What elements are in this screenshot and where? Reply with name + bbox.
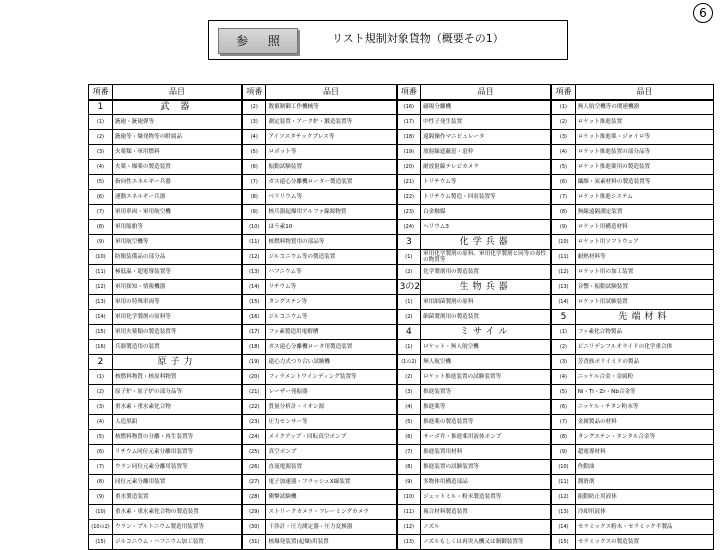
item-number: (9) [551,220,575,235]
item-name: ニッケル・チタン粉末等 [575,400,713,415]
item-name: 推進装置等 [421,385,552,400]
item-name: サーボ弁・推進薬用液体ポンプ [421,430,552,445]
item-name: タングステン等 [266,295,397,310]
item-name: ニッケル合金・金属粉 [575,370,713,385]
item-name: 推進薬の製造装置等 [421,415,552,430]
column-header-item: 品目 [112,85,242,100]
item-name: 測定装置・アーク炉・鍛造装置等 [266,115,397,130]
table-row [89,355,714,370]
item-number: (2) [551,115,575,130]
section-title: 生物兵器 [421,280,552,295]
section-number: 3 [397,235,421,250]
item-number: (23) [242,415,266,430]
item-number: (7) [397,445,421,460]
item-number: (11) [397,505,421,520]
item-number: (12) [551,490,575,505]
item-name: トリチウム等 [421,175,552,190]
item-number: (11) [242,235,266,250]
item-name: レーザー発振器 [266,385,397,400]
item-name: 繊維・炭素材料の製造装置等 [575,175,713,190]
item-name: 振動防止用液体 [575,490,713,505]
item-name: ガス遠心分離機ローター製造装置 [266,175,397,190]
item-number: (9) [89,235,113,250]
table-row [89,535,714,550]
item-name: 振動試験装置 [266,160,397,175]
item-name: ロケット用ソフトウェア [575,235,713,250]
item-number: (4) [397,400,421,415]
item-name: 音響・振動試験装置 [575,280,713,295]
item-name: 潤滑剤 [575,475,713,490]
item-number: (5) [551,160,575,175]
item-number: (29) [242,505,266,520]
item-number: (6) [89,190,113,205]
item-name: 干渉計・圧力測定器・圧力変換器 [266,520,397,535]
item-number: (9) [242,205,266,220]
section-title: 化学兵器 [421,235,552,250]
item-name: ジェットミル・粉末製造装置等 [421,490,552,505]
item-number: (8) [89,220,113,235]
item-name: 推進薬等 [421,400,552,415]
item-number: (1) [551,100,575,115]
item-number: (4) [242,130,266,145]
item-name: 芳香族ポリイミドの製品 [575,355,713,370]
item-name: ロケット推進薬・ジャイロ等 [575,130,713,145]
section-number: 5 [551,310,575,325]
controlled-items-table [88,84,714,550]
item-number: (30) [242,520,266,535]
item-name: 銃砲・銃砲弾等 [112,115,242,130]
item-name: 耐放射線テレビカメラ [421,160,552,175]
item-number: (2) [242,100,266,115]
table-row [89,235,714,250]
item-number: (3) [89,145,113,160]
item-number: (8) [242,190,266,205]
item-name: 超電導材料 [575,445,713,460]
table-row [89,205,714,220]
item-number: (1) [89,115,113,130]
item-name: フィラメントワインディング装置等 [266,370,397,385]
item-number: (25) [242,445,266,460]
column-header-num: 項番 [397,85,421,100]
item-number: (24) [242,430,266,445]
item-name: 推進装置用材料 [421,445,552,460]
table-row [89,295,714,310]
item-number: (16) [397,100,421,115]
item-name: 化学製剤用の製造装置 [421,265,552,280]
item-number: (9) [397,475,421,490]
item-name: ノズル [421,520,552,535]
item-number: (12) [551,265,575,280]
item-name: ほう素10 [266,220,397,235]
item-number: (28) [242,490,266,505]
item-number: (10) [397,490,421,505]
item-number: (7) [242,175,266,190]
item-number: (4) [551,145,575,160]
item-number: (12) [242,250,266,265]
item-name: 軍用船舶等 [112,220,242,235]
item-name: 放射線遮蔽窓・窓枠 [421,145,552,160]
item-number: (3) [397,385,421,400]
item-number: (10の2) [89,520,113,535]
item-name: 軍用化学製剤の原料等 [112,310,242,325]
item-name: 核燃料物質・核原料物質 [112,370,242,385]
item-number: (13) [551,505,575,520]
item-number: (2) [397,370,421,385]
item-number: (22) [397,190,421,205]
item-number: (3) [242,115,266,130]
item-number: (4) [89,415,113,430]
item-name: 作動油 [575,460,713,475]
item-number: (1) [397,340,421,355]
item-name: セラミックス粉末・セラミック半製品 [575,520,713,535]
item-number: (5) [89,175,113,190]
item-number: (3) [89,400,113,415]
item-number: (2) [89,385,113,400]
item-number: (8) [551,430,575,445]
item-number: (8) [551,205,575,220]
column-header-num: 項番 [551,85,575,100]
item-name: ビニリデンフルオライドの化学重合体 [575,340,713,355]
item-number: (13) [242,265,266,280]
item-number: (15) [242,295,266,310]
item-number: (10) [551,235,575,250]
table-row [89,325,714,340]
item-name: 人造黒鉛 [112,415,242,430]
item-number: (10) [551,460,575,475]
item-name: 金属製品の材料 [575,415,713,430]
item-number: (2) [397,310,421,325]
item-number: (19) [242,355,266,370]
item-name: ロケット用の加工装置 [575,265,713,280]
item-name: 核兵器起爆用アルファ線源物質 [266,205,397,220]
item-name: 耐熱材料等 [575,250,713,265]
table-row [89,310,714,325]
item-number: (2) [397,265,421,280]
item-number: (11) [551,250,575,265]
item-name: 無人航空機等の関連機器 [575,100,713,115]
item-name: ロケット・無人航空機 [421,340,552,355]
item-name: 軍用細菌製剤の原料 [421,295,552,310]
table-row [89,280,714,295]
item-name: ウラン・プルトニウム製造用装置等 [112,520,242,535]
item-name: 複合材料製造装置 [421,505,552,520]
item-number: (7) [551,415,575,430]
item-name: 核燃料物質用の部品等 [266,235,397,250]
section-number: 4 [397,325,421,340]
item-name: セラミックスの製造装置 [575,535,713,550]
item-number: (9) [551,445,575,460]
item-number: (1) [397,250,421,265]
item-number: (23) [397,205,421,220]
item-name: 細菌製剤用の製造装置 [421,310,552,325]
item-name: リチウム同位元素分離用装置等 [112,445,242,460]
item-name: ロボット等 [266,145,397,160]
item-name: 核燃料物質の分離・再生装置等 [112,430,242,445]
item-name: 同位元素分離用装置 [112,475,242,490]
item-number: (16) [89,340,113,355]
item-number: (9) [89,490,113,505]
section-title: ミサイル [421,325,552,340]
item-name: 冷却用液体 [575,505,713,520]
item-name: 軍用化学製剤の原料、軍用化学製剤と同等の毒性の物質等 [421,250,552,265]
table-row [89,175,714,190]
item-name: メイクアップ・回転真空ポンプ [266,430,397,445]
section-title: 原子力 [112,355,242,370]
item-number: (8) [89,475,113,490]
item-name: ロケット用試験装置 [575,295,713,310]
item-number: (20) [242,370,266,385]
item-name: 数値制御工作機械等 [266,100,397,115]
item-number: (16) [242,310,266,325]
item-number: (11) [89,265,113,280]
item-name: 圧力センサー等 [266,415,397,430]
item-name: 運動エネルギー兵器 [112,190,242,205]
table-row [89,145,714,160]
column-header-item: 品目 [421,85,552,100]
item-name: 直流電源装置 [266,460,397,475]
item-name: 遠隔操作マニピュレータ [421,130,552,145]
table-row [89,520,714,535]
item-number: (3) [551,130,575,145]
item-number: (14) [89,310,113,325]
item-name: 軍用車両・軍用航空機 [112,205,242,220]
table-row [89,385,714,400]
item-name: ストリークカメラ・フレーミングカメラ [266,505,397,520]
item-name: 防衛装備品の部分品 [112,250,242,265]
table-row [89,430,714,445]
table-row [89,475,714,490]
item-name: ジルコニウム等の製造装置 [266,250,397,265]
table-row [89,265,714,280]
page-title: リスト規制対象貨物（概要その1） [332,32,504,45]
item-number: (5) [551,385,575,400]
item-name: 火薬・爆薬の製造装置 [112,160,242,175]
item-number: (6) [397,430,421,445]
item-number: (13) [89,295,113,310]
item-name: 火薬類・軍用燃料 [112,145,242,160]
item-number: (7) [551,190,575,205]
item-number: (1) [89,370,113,385]
item-name: ロケット推進装置の試験装置等 [421,370,552,385]
section-number: 1 [89,100,113,115]
item-name: ベリリウム等 [266,190,397,205]
item-number: (15) [89,535,113,550]
item-name: 軍用探知・情報機器 [112,280,242,295]
item-number: (14) [551,295,575,310]
table-row [89,460,714,475]
item-number: (31) [242,535,266,550]
item-number: (6) [89,445,113,460]
item-name: 推進装置の試験装置等 [421,460,552,475]
section-title: 武 器 [112,100,242,115]
item-name: 白金触媒 [421,205,552,220]
item-name: 磁場分離機 [421,100,552,115]
item-name: ロケット推進装置 [575,115,713,130]
item-name: 真空ポンプ [266,445,397,460]
item-name: 銃砲等・爆発物等の附属品 [112,130,242,145]
item-number: (20) [397,160,421,175]
table-row [89,340,714,355]
item-number: (13) [397,535,421,550]
item-name: タングステン・タンタル合金等 [575,430,713,445]
item-name: 遠心力式つり合い試験機 [266,355,397,370]
item-name: 電子加速器・フラッシュX線装置 [266,475,397,490]
table-row [89,220,714,235]
item-name: 兵器製造用の装置 [112,340,242,355]
table-row [89,445,714,460]
item-number: (10) [242,220,266,235]
item-name: トリチウム製造・回収装置等 [421,190,552,205]
item-name: ロケット推進装置の部分品等 [575,145,713,160]
item-name: ロケット推進薬用の製造装置 [575,160,713,175]
item-number: (5) [242,145,266,160]
item-number: (7) [89,205,113,220]
item-number: (1) [397,295,421,310]
page-number: 6 [693,3,713,23]
item-name: 指向性エネルギー兵器 [112,175,242,190]
item-name: 無人航空機 [421,355,552,370]
item-number: (1) [551,325,575,340]
column-header-num: 項番 [242,85,266,100]
item-number: (14) [551,520,575,535]
item-name: Ni・Ti・Zr・Nb合金等 [575,385,713,400]
section-number: 2 [89,355,113,370]
item-name: ウラン同位元素分離用装置等 [112,460,242,475]
reference-badge: 参 照 [218,28,298,54]
item-number: (13) [551,280,575,295]
item-name: ガス遠心分離機ロータ用製造装置 [266,340,397,355]
column-header-num: 項番 [89,85,113,100]
table-row [89,400,714,415]
item-number: (24) [397,220,421,235]
table-header-row [89,85,714,100]
column-header-item: 品目 [575,85,713,100]
item-number: (6) [551,175,575,190]
item-name: ジルコニウム等 [266,310,397,325]
item-number: (4) [551,370,575,385]
item-name: 無線遠隔測定装置 [575,205,713,220]
table-row [89,490,714,505]
table-row [89,370,714,385]
item-number: (22) [242,400,266,415]
item-name: フッ素製造用電解槽 [266,325,397,340]
item-number: (8) [397,460,421,475]
item-number: (5) [89,430,113,445]
item-number: (18) [397,130,421,145]
item-name: ヘリウム3 [421,220,552,235]
item-name: 核爆発装置(起爆)用装置 [266,535,397,550]
item-name: ノズルもしくは再突入機又は制御装置等 [421,535,552,550]
item-number: (19) [397,145,421,160]
item-number: (12) [89,280,113,295]
item-name: フッ素化合物製品 [575,325,713,340]
item-number: (14) [242,280,266,295]
item-number: (4) [89,160,113,175]
item-name: 重水素・重水素化合物 [112,400,242,415]
item-number: (5) [397,415,421,430]
item-number: (17) [242,325,266,340]
item-number: (17) [397,115,421,130]
item-name: 原子炉・原子炉の部分品等 [112,385,242,400]
table-row [89,190,714,205]
table-row [89,250,714,265]
item-number: (18) [242,340,266,355]
table-row [89,130,714,145]
item-number: (6) [242,160,266,175]
item-name: 軍用の特殊車両等 [112,295,242,310]
item-name: 重水素・重水素化合物の製造装置 [112,505,242,520]
item-name: 極低温・超電導装置等 [112,265,242,280]
item-name: ロケット用構造材料 [575,220,713,235]
item-name: 質量分析計・イオン源 [266,400,397,415]
table-row [89,415,714,430]
section-number: 3の2 [397,280,421,295]
item-name: 衝撃試験機 [266,490,397,505]
table-row [89,100,714,115]
item-name: ハフニウム等 [266,265,397,280]
table-row [89,115,714,130]
item-name: 中性子発生装置 [421,115,552,130]
item-number: (3) [551,355,575,370]
item-name: 重水製造装置 [112,490,242,505]
item-number: (6) [551,400,575,415]
item-number: (15) [89,325,113,340]
item-number: (7) [89,460,113,475]
item-number: (26) [242,460,266,475]
item-number: (10) [89,250,113,265]
item-number: (21) [397,175,421,190]
item-number: (10) [89,505,113,520]
table-row [89,160,714,175]
section-title: 先端材料 [575,310,713,325]
item-name: リチウム等 [266,280,397,295]
item-name: 軍用航空機等 [112,235,242,250]
item-number: (1の2) [397,355,421,370]
item-number: (2) [551,340,575,355]
column-header-item: 品目 [266,85,397,100]
item-number: (11) [551,475,575,490]
item-number: (12) [397,520,421,535]
item-name: アイソスタチックプレス等 [266,130,397,145]
item-number: (27) [242,475,266,490]
item-name: ロケット推進システム [575,190,713,205]
item-number: (15) [551,535,575,550]
item-name: ジルコニウム・ハフニウム加工装置 [112,535,242,550]
item-number: (21) [242,385,266,400]
table-row [89,505,714,520]
item-number: (2) [89,130,113,145]
item-name: 軍用火薬類の製造装置等 [112,325,242,340]
item-name: 多物体用構造部品 [421,475,552,490]
